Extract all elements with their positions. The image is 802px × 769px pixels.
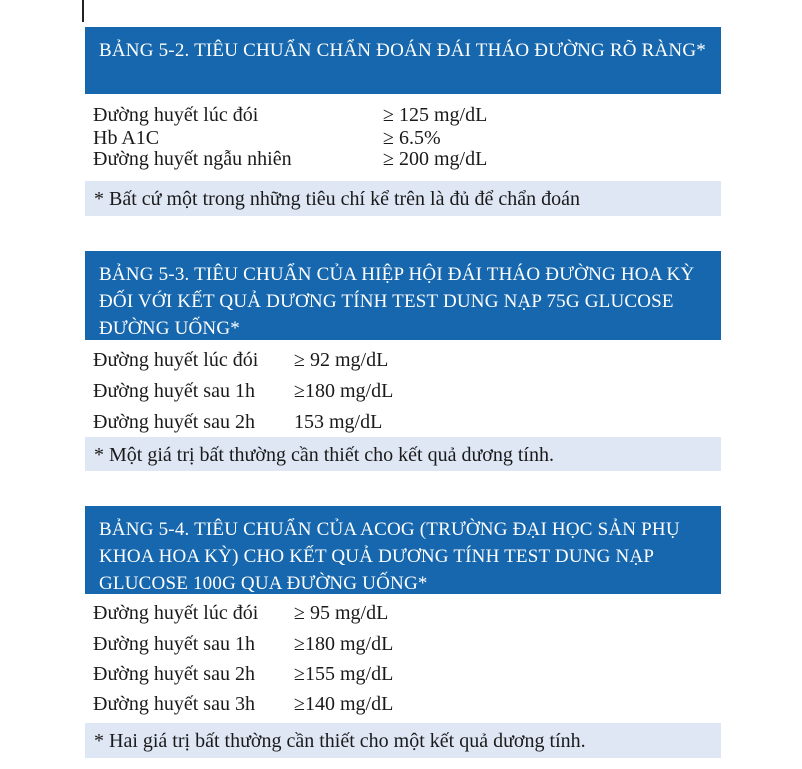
- table-5-2-row-fasting: [93, 103, 488, 127]
- row-value: 153 mg/dL: [294, 411, 383, 433]
- row-label: Đường huyết lúc đói: [93, 104, 259, 126]
- row-label: Đường huyết sau 1h: [93, 633, 255, 655]
- row-value: ≥ 125 mg/dL: [383, 104, 488, 126]
- table-5-4-row-3h: [93, 692, 394, 716]
- row-label: Đường huyết sau 1h: [93, 380, 255, 402]
- margin-rule: [82, 0, 84, 22]
- row-label: Hb A1C: [93, 127, 160, 149]
- table-5-4-footnote: * Hai giá trị bất thường cần thiết cho một kết quả dương tính.: [85, 723, 721, 758]
- table-5-2-header: BẢNG 5-2. TIÊU CHUẨN CHẨN ĐOÁN ĐÁI THÁO ĐƯỜNG RÕ RÀNG*: [85, 27, 721, 94]
- row-value: ≥180 mg/dL: [294, 633, 394, 655]
- row-value: ≥155 mg/dL: [294, 663, 394, 685]
- table-5-3-row-fasting: [93, 348, 389, 372]
- row-label: Đường huyết sau 3h: [93, 693, 255, 715]
- row-label: Đường huyết lúc đói: [93, 349, 259, 371]
- table-5-2-footnote: * Bất cứ một trong những tiêu chí kể trên là đủ để chẩn đoán: [85, 181, 721, 216]
- table-5-4-row-1h: [93, 632, 394, 656]
- table-5-3-header: BẢNG 5-3. TIÊU CHUẨN CỦA HIỆP HỘI ĐÁI THÁO ĐƯỜNG HOA KỲ ĐỐI VỚI KẾT QUẢ DƯƠNG TÍNH TEST DUNG NẠP 75G GLUCOSE ĐƯỜNG UỐNG*: [85, 251, 721, 340]
- row-value: ≥ 92 mg/dL: [294, 349, 389, 371]
- row-value: ≥ 95 mg/dL: [294, 602, 389, 624]
- row-label: Đường huyết sau 2h: [93, 411, 255, 433]
- table-5-3-footnote: * Một giá trị bất thường cần thiết cho kết quả dương tính.: [85, 437, 721, 471]
- row-value: ≥140 mg/dL: [294, 693, 394, 715]
- row-value: ≥ 200 mg/dL: [383, 148, 488, 170]
- table-5-4-header: BẢNG 5-4. TIÊU CHUẨN CỦA ACOG (TRƯỜNG ĐẠI HỌC SẢN PHỤ KHOA HOA KỲ) CHO KẾT QUẢ DƯƠNG TÍNH TEST DUNG NẠP GLUCOSE 100G QUA ĐƯỜNG UỐNG*: [85, 506, 721, 594]
- row-label: Đường huyết ngẫu nhiên: [93, 148, 292, 170]
- row-label: Đường huyết sau 2h: [93, 663, 255, 685]
- table-5-2-row-random: [93, 147, 488, 171]
- table-5-4-row-fasting: [93, 601, 389, 625]
- row-label: Đường huyết lúc đói: [93, 602, 259, 624]
- table-5-4-row-2h: [93, 662, 394, 686]
- row-value: ≥ 6.5%: [383, 127, 441, 149]
- table-5-3-row-2h: [93, 410, 383, 434]
- row-value: ≥180 mg/dL: [294, 380, 394, 402]
- table-5-3-row-1h: [93, 379, 394, 403]
